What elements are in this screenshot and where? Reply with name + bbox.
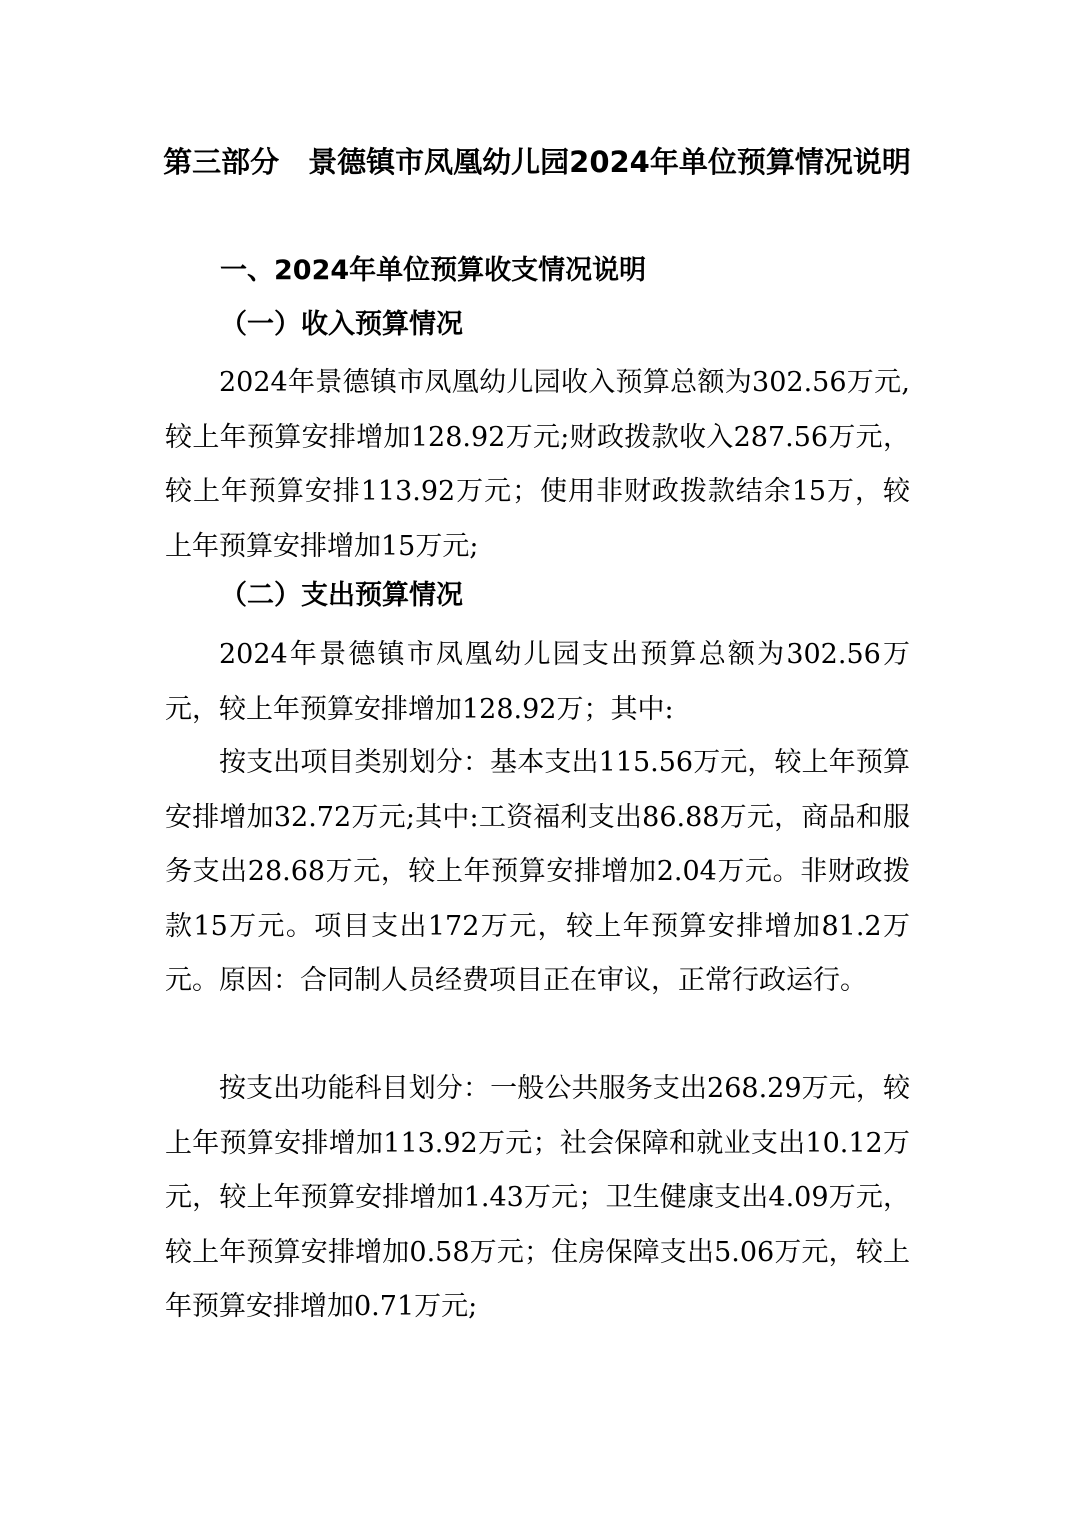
document-title: 第三部分 景德镇市凤凰幼儿园2024年单位预算情况说明 (163, 145, 911, 179)
income-paragraph: 2024年景德镇市凤凰幼儿园收入预算总额为302.56万元,较上年预算安排增加128.92万元;财政拨款收入287.56万元，较上年预算安排113.92万元；使用非财政拨款结余15万，较上年预算安排增加15万元; (165, 367, 910, 562)
expenditure-by-function-paragraph: 按支出功能科目划分：一般公共服务支出268.29万元，较上年预算安排增加113.92万元；社会保障和就业支出10.12万元，较上年预算安排增加1.43万元；卫生健康支出4.09万元，较上年预算安排增加0.58万元；住房保障支出5.06万元，较上年预算安排增加0.71万元; (165, 1073, 910, 1322)
section-heading-budget-overview: 一、2024年单位预算收支情况说明 (220, 255, 647, 286)
expenditure-total-paragraph: 2024年景德镇市凤凰幼儿园支出预算总额为302.56万元，较上年预算安排增加128.92万；其中: (165, 639, 910, 725)
subsection-heading-income: （一）收入预算情况 (220, 309, 463, 340)
subsection-heading-expenditure: （二）支出预算情况 (220, 580, 463, 611)
expenditure-by-category-paragraph: 按支出项目类别划分：基本支出115.56万元，较上年预算安排增加32.72万元;其中:工资福利支出86.88万元，商品和服务支出28.68万元，较上年预算安排增加2.04万元。非财政拨款15万元。项目支出172万元，较上年预算安排增加81.2万元。原因：合同制人员经费项目正在审议，正常行政运行。 (165, 747, 910, 996)
